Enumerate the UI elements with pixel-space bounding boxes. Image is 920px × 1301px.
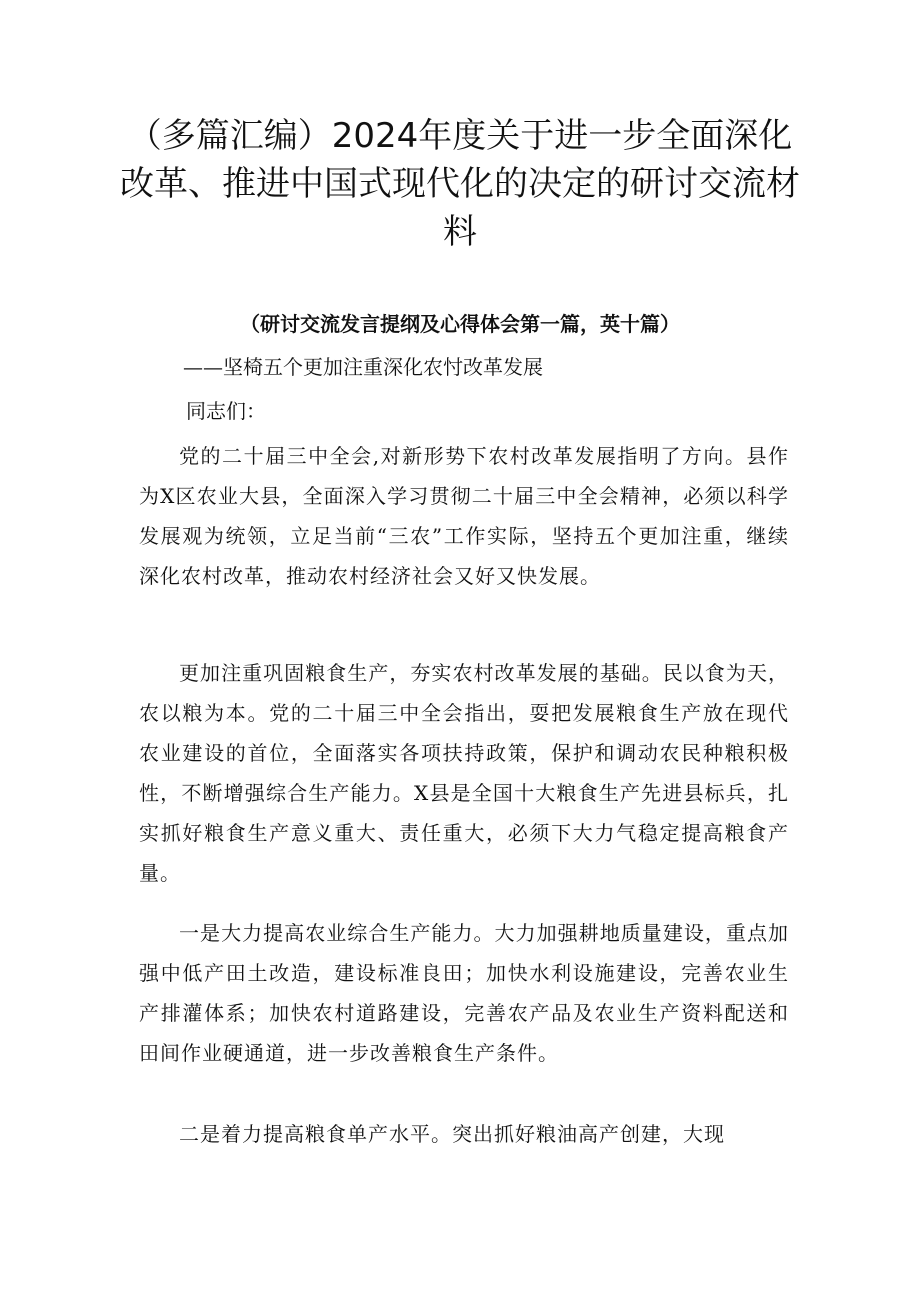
greeting: 同志们： <box>186 399 266 423</box>
paragraph: 党的二十届三中全会,对新形势下农村改革发展指明了方向。县作为X区农业大县，全面深入学习贯彻二十届三中全会精神，必须以科学发展观为统领，立足当前“三农”工作实际，坚持五个更加注重，继续深化农村改革，推动农村经济社会又好又快发展。 <box>139 444 789 588</box>
document-title: （多篇汇编）2024年度关于进一步全面深化改革、推进中国式现代化的决定的研讨交流材料 <box>120 116 800 252</box>
paragraph: 二是着力提高粮食单产水平。突出抓好粮油高产创建，大现 <box>179 1122 725 1146</box>
paragraph: 更加注重巩固粮食生产，夯实农村改革发展的基础。民以食为天，农以粮为本。党的二十届三中全会指出，耍把发展粮食生产放在现代农业建设的首位，全面落实各项扶持政策，保护和调动农民种粮积极性，不断增强综合生产能力。X县是全国十大粮食生产先进县标兵，扎实抓好粮食生产意义重大、责任重大，必须下大力气稳定提高粮食产量。 <box>139 661 789 885</box>
paragraph: 一是大力提高农业综合生产能力。大力加强耕地质量建设，重点加强中低产田土改造，建设标准良田；加快水利设施建设，完善农业生产排灌体系；加快农村道路建设，完善农产品及农业生产资料配送和田间作业硬通道，进一步改善粮食生产条件。 <box>139 921 789 1065</box>
document-subhead: ——坚椅五个更加注重深化农忖改革发展 <box>183 355 543 379</box>
document-subtitle: （研讨交流发言提纲及心得体会第一篇，英十篇） <box>240 312 680 336</box>
